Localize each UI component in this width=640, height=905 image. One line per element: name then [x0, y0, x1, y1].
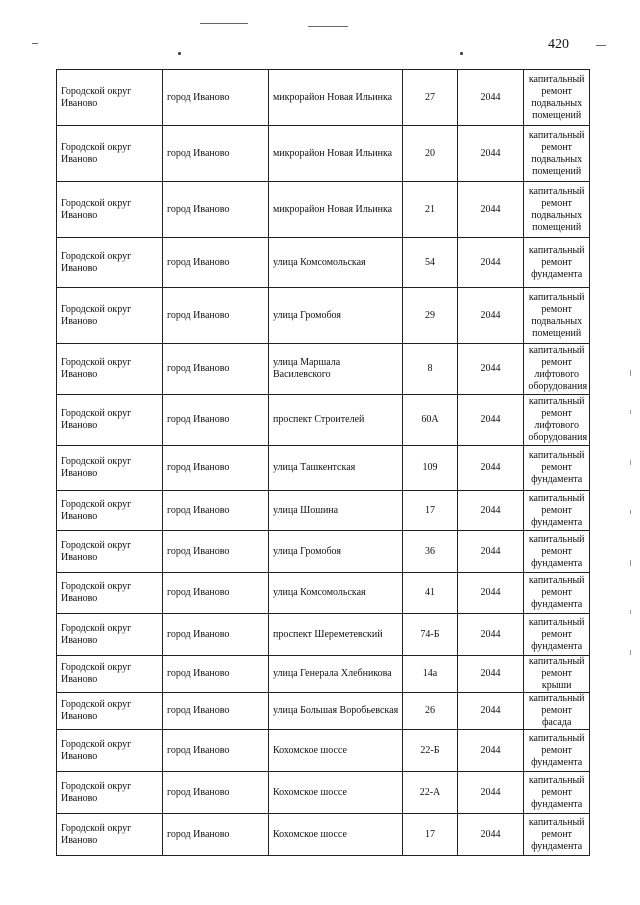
house-number-cell: 22-Б	[403, 730, 458, 772]
work-type-cell: капитальный ремонт лифтового оборудования	[524, 344, 590, 395]
year-cell: 2044	[457, 656, 524, 693]
street-cell: проспект Строителей	[268, 395, 402, 446]
city-cell: город Иваново	[162, 531, 268, 573]
city-cell: город Иваново	[162, 656, 268, 693]
work-type-cell: капитальный ремонт подвальных помещений	[524, 182, 590, 238]
house-number-cell: 22-А	[403, 772, 458, 814]
year-cell: 2044	[457, 814, 524, 856]
year-cell: 2044	[457, 395, 524, 446]
work-type-cell: капитальный ремонт подвальных помещений	[524, 126, 590, 182]
house-number-cell: 54	[403, 238, 458, 288]
scan-artifact	[32, 43, 38, 44]
work-type-cell: капитальный ремонт подвальных помещений	[524, 288, 590, 344]
house-number-cell: 8	[403, 344, 458, 395]
district-cell: Городской округ Иваново	[57, 693, 163, 730]
year-cell: 2044	[457, 693, 524, 730]
district-cell: Городской округ Иваново	[57, 182, 163, 238]
house-number-cell: 26	[403, 693, 458, 730]
year-cell: 2044	[457, 772, 524, 814]
street-cell: микрорайон Новая Ильинка	[268, 182, 402, 238]
city-cell: город Иваново	[162, 693, 268, 730]
table-row	[57, 182, 590, 238]
year-cell: 2044	[457, 126, 524, 182]
scan-artifact	[200, 23, 248, 24]
scan-artifact	[308, 26, 348, 27]
district-cell: Городской округ Иваново	[57, 491, 163, 531]
scan-artifact	[460, 52, 463, 55]
year-cell: 2044	[457, 344, 524, 395]
year-cell: 2044	[457, 730, 524, 772]
city-cell: город Иваново	[162, 614, 268, 656]
city-cell: город Иваново	[162, 446, 268, 491]
table-row	[57, 814, 590, 856]
district-cell: Городской округ Иваново	[57, 656, 163, 693]
district-cell: Городской округ Иваново	[57, 395, 163, 446]
table-row	[57, 238, 590, 288]
page-number: 420	[548, 37, 569, 52]
house-number-cell: 41	[403, 573, 458, 614]
house-number-cell: 60А	[403, 395, 458, 446]
table-row	[57, 772, 590, 814]
year-cell: 2044	[457, 531, 524, 573]
house-number-cell: 74-Б	[403, 614, 458, 656]
district-cell: Городской округ Иваново	[57, 344, 163, 395]
work-type-cell: капитальный ремонт фундамента	[524, 531, 590, 573]
city-cell: город Иваново	[162, 182, 268, 238]
district-cell: Городской округ Иваново	[57, 614, 163, 656]
district-cell: Городской округ Иваново	[57, 70, 163, 126]
city-cell: город Иваново	[162, 70, 268, 126]
house-number-cell: 27	[403, 70, 458, 126]
house-number-cell: 36	[403, 531, 458, 573]
work-type-cell: капитальный ремонт фундамента	[524, 730, 590, 772]
house-number-cell: 17	[403, 814, 458, 856]
street-cell: улица Громобоя	[268, 288, 402, 344]
house-number-cell: 29	[403, 288, 458, 344]
house-number-cell: 21	[403, 182, 458, 238]
year-cell: 2044	[457, 573, 524, 614]
street-cell: Кохомское шоссе	[268, 814, 402, 856]
table-row	[57, 344, 590, 395]
work-type-cell: капитальный ремонт фундамента	[524, 238, 590, 288]
work-type-cell: капитальный ремонт фундамента	[524, 772, 590, 814]
street-cell: улица Шошина	[268, 491, 402, 531]
work-type-cell: капитальный ремонт фундамента	[524, 446, 590, 491]
table-row	[57, 573, 590, 614]
street-cell: проспект Шереметевский	[268, 614, 402, 656]
work-type-cell: капитальный ремонт фундамента	[524, 814, 590, 856]
work-type-cell: капитальный ремонт фундамента	[524, 614, 590, 656]
table-row	[57, 446, 590, 491]
table-row	[57, 126, 590, 182]
house-number-cell: 109	[403, 446, 458, 491]
district-cell: Городской округ Иваново	[57, 446, 163, 491]
street-cell: Кохомское шоссе	[268, 730, 402, 772]
city-cell: город Иваново	[162, 573, 268, 614]
street-cell: улица Маршала Василевского	[268, 344, 402, 395]
house-number-cell: 20	[403, 126, 458, 182]
scan-artifact	[596, 45, 606, 46]
work-type-cell: капитальный ремонт лифтового оборудования	[524, 395, 590, 446]
district-cell: Городской округ Иваново	[57, 126, 163, 182]
table-row	[57, 70, 590, 126]
scan-artifact	[178, 52, 181, 55]
table-row	[57, 491, 590, 531]
street-cell: Кохомское шоссе	[268, 772, 402, 814]
city-cell: город Иваново	[162, 730, 268, 772]
street-cell: улица Генерала Хлебникова	[268, 656, 402, 693]
city-cell: город Иваново	[162, 772, 268, 814]
repair-schedule-table	[56, 69, 590, 856]
street-cell: улица Ташкентская	[268, 446, 402, 491]
table-row	[57, 656, 590, 693]
table-row	[57, 395, 590, 446]
district-cell: Городской округ Иваново	[57, 730, 163, 772]
street-cell: улица Громобоя	[268, 531, 402, 573]
table-row	[57, 693, 590, 730]
district-cell: Городской округ Иваново	[57, 573, 163, 614]
year-cell: 2044	[457, 182, 524, 238]
street-cell: улица Большая Воробьевская	[268, 693, 402, 730]
district-cell: Городской округ Иваново	[57, 288, 163, 344]
city-cell: город Иваново	[162, 238, 268, 288]
house-number-cell: 14а	[403, 656, 458, 693]
city-cell: город Иваново	[162, 344, 268, 395]
city-cell: город Иваново	[162, 395, 268, 446]
table-row	[57, 288, 590, 344]
district-cell: Городской округ Иваново	[57, 531, 163, 573]
city-cell: город Иваново	[162, 814, 268, 856]
work-type-cell: капитальный ремонт фундамента	[524, 573, 590, 614]
district-cell: Городской округ Иваново	[57, 238, 163, 288]
year-cell: 2044	[457, 238, 524, 288]
year-cell: 2044	[457, 70, 524, 126]
work-type-cell: капитальный ремонт фасада	[524, 693, 590, 730]
street-cell: улица Комсомольская	[268, 573, 402, 614]
district-cell: Городской округ Иваново	[57, 814, 163, 856]
work-type-cell: капитальный ремонт крыши	[524, 656, 590, 693]
city-cell: город Иваново	[162, 288, 268, 344]
city-cell: город Иваново	[162, 126, 268, 182]
house-number-cell: 17	[403, 491, 458, 531]
work-type-cell: капитальный ремонт фундамента	[524, 491, 590, 531]
table-row	[57, 531, 590, 573]
year-cell: 2044	[457, 288, 524, 344]
table-row	[57, 614, 590, 656]
street-cell: микрорайон Новая Ильинка	[268, 126, 402, 182]
street-cell: улица Комсомольская	[268, 238, 402, 288]
table-row	[57, 730, 590, 772]
street-cell: микрорайон Новая Ильинка	[268, 70, 402, 126]
year-cell: 2044	[457, 446, 524, 491]
scan-edge-artifact	[628, 370, 636, 660]
year-cell: 2044	[457, 614, 524, 656]
year-cell: 2044	[457, 491, 524, 531]
city-cell: город Иваново	[162, 491, 268, 531]
district-cell: Городской округ Иваново	[57, 772, 163, 814]
work-type-cell: капитальный ремонт подвальных помещений	[524, 70, 590, 126]
